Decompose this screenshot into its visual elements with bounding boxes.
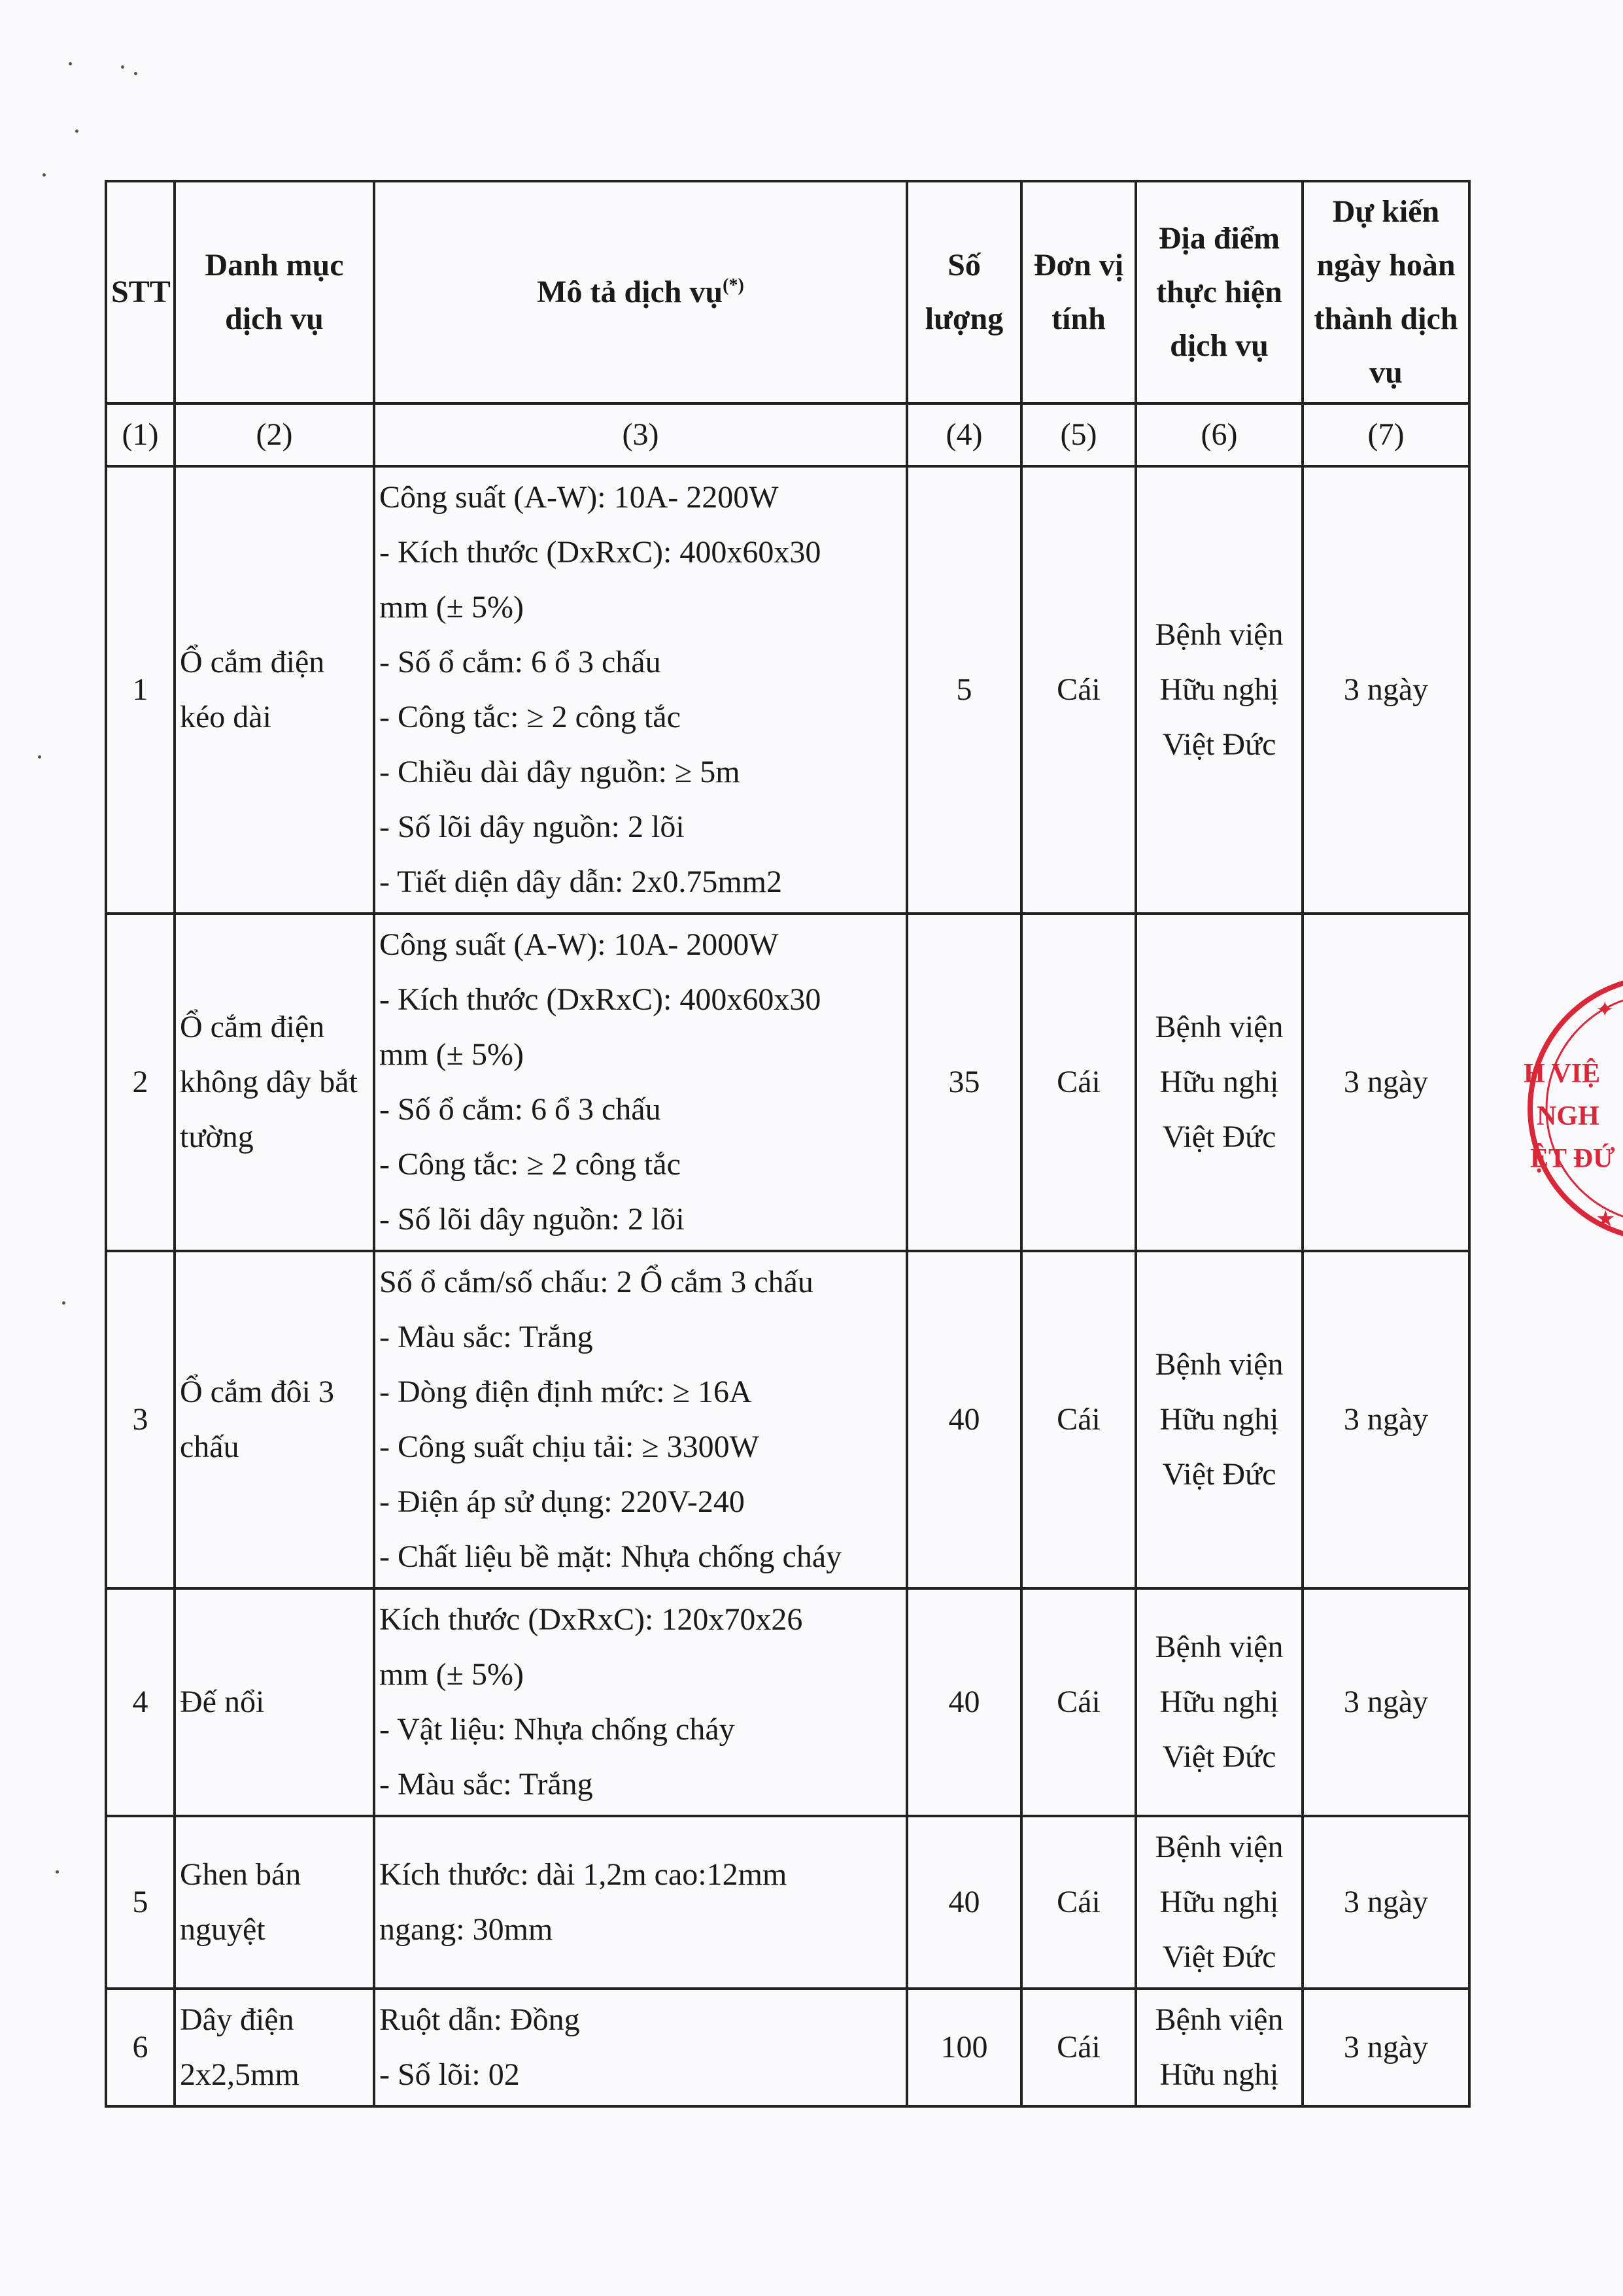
description-line: - Số lõi: 02 [379, 2057, 520, 2092]
scan-speck [56, 1870, 59, 1874]
col-number: (3) [374, 403, 907, 466]
description-line: ngang: 30mm [379, 1912, 553, 1947]
description-line: - Công suất chịu tải: ≥ 3300W [379, 1430, 759, 1464]
description-line: Số ổ cắm/số chấu: 2 Ổ cắm 3 chấu [379, 1265, 813, 1299]
description-line: Ruột dẫn: Đồng [379, 2002, 580, 2037]
scan-speck [69, 62, 72, 65]
cell-deadline: 3 ngày [1303, 914, 1469, 1251]
stamp-text-line: H VIỆ [1524, 1059, 1601, 1089]
cell-stt: 5 [106, 1816, 175, 1989]
cell-quantity: 100 [907, 1989, 1021, 2106]
header-unit: Đơn vị tính [1021, 181, 1136, 403]
cell-quantity: 40 [907, 1251, 1021, 1588]
cell-stt: 2 [106, 914, 175, 1251]
cell-category: Ghen bán nguyệt [175, 1816, 374, 1989]
description-line: - Công tắc: ≥ 2 công tắc [379, 1147, 681, 1182]
col-number: (6) [1136, 403, 1303, 466]
column-number-row [106, 403, 1469, 466]
description-line: mm (± 5%) [379, 1657, 524, 1692]
table-row [106, 1989, 1469, 2106]
table-row [106, 466, 1469, 914]
cell-description [374, 1816, 907, 1989]
table-row [106, 1588, 1469, 1816]
cell-quantity: 5 [907, 466, 1021, 914]
scan-speck [75, 129, 78, 133]
description-line: - Kích thước (DxRxC): 400x60x30 [379, 535, 821, 570]
table-body [106, 466, 1469, 2106]
cell-location: Bệnh viện Hữu nghị [1136, 1989, 1303, 2106]
description-line: - Màu sắc: Trắng [379, 1767, 593, 1802]
cell-deadline: 3 ngày [1303, 1251, 1469, 1588]
header-description-text: Mô tả dịch vụ [537, 275, 723, 309]
cell-deadline: 3 ngày [1303, 1989, 1469, 2106]
description-line: - Tiết diện dây dẫn: 2x0.75mm2 [379, 865, 782, 899]
cell-category: Ổ cắm điện không dây bắt tường [175, 914, 374, 1251]
header-stt: STT [106, 181, 175, 403]
cell-stt: 6 [106, 1989, 175, 2106]
cell-quantity: 40 [907, 1816, 1021, 1989]
scan-speck [43, 173, 46, 177]
header-description [374, 181, 907, 403]
cell-category: Ổ cắm điện kéo dài [175, 466, 374, 914]
description-line: - Số ổ cắm: 6 ổ 3 chấu [379, 645, 661, 679]
cell-stt: 4 [106, 1588, 175, 1816]
col-number: (7) [1303, 403, 1469, 466]
scan-speck [38, 755, 41, 759]
cell-deadline: 3 ngày [1303, 1588, 1469, 1816]
cell-description [374, 466, 907, 914]
cell-location: Bệnh viện Hữu nghị Việt Đức [1136, 466, 1303, 914]
description-line: Công suất (A-W): 10A- 2000W [379, 927, 779, 962]
header-row [106, 181, 1469, 403]
cell-location: Bệnh viện Hữu nghị Việt Đức [1136, 1588, 1303, 1816]
description-line: - Số ổ cắm: 6 ổ 3 chấu [379, 1092, 661, 1127]
description-line: - Số lõi dây nguồn: 2 lõi [379, 1202, 685, 1237]
scan-speck [121, 65, 124, 69]
stamp-text-line: ỆT ĐỨ [1530, 1144, 1615, 1174]
description-line: Kích thước (DxRxC): 120x70x26 [379, 1602, 803, 1637]
description-line: mm (± 5%) [379, 590, 524, 625]
description-line: Công suất (A-W): 10A- 2200W [379, 480, 779, 515]
cell-unit: Cái [1021, 914, 1136, 1251]
col-number: (5) [1021, 403, 1136, 466]
cell-description [374, 1989, 907, 2106]
cell-unit: Cái [1021, 1251, 1136, 1588]
cell-unit: Cái [1021, 466, 1136, 914]
table-row [106, 1251, 1469, 1588]
cell-stt: 3 [106, 1251, 175, 1588]
description-line: - Chất liệu bề mặt: Nhựa chống cháy [379, 1539, 842, 1574]
description-line: - Chiều dài dây nguồn: ≥ 5m [379, 755, 740, 789]
col-number: (4) [907, 403, 1021, 466]
cell-category: Đế nổi [175, 1588, 374, 1816]
cell-location: Bệnh viện Hữu nghị Việt Đức [1136, 1251, 1303, 1588]
description-line: mm (± 5%) [379, 1037, 524, 1072]
svg-text:✦: ✦ [1596, 997, 1614, 1023]
header-location: Địa điểm thực hiện dịch vụ [1136, 181, 1303, 403]
header-deadline: Dự kiến ngày hoàn thành dịch vụ [1303, 181, 1469, 403]
description-line: - Công tắc: ≥ 2 công tắc [379, 700, 681, 734]
col-number: (2) [175, 403, 374, 466]
header-quantity: Số lượng [907, 181, 1021, 403]
cell-deadline: 3 ngày [1303, 466, 1469, 914]
header-category: Danh mục dịch vụ [175, 181, 374, 403]
description-line: - Dòng điện định mức: ≥ 16A [379, 1375, 752, 1409]
description-line: Kích thước: dài 1,2m cao:12mm [379, 1857, 787, 1892]
cell-location: Bệnh viện Hữu nghị Việt Đức [1136, 1816, 1303, 1989]
cell-category: Dây điện 2x2,5mm [175, 1989, 374, 2106]
description-line: - Màu sắc: Trắng [379, 1320, 593, 1354]
table-row [106, 1816, 1469, 1989]
cell-stt: 1 [106, 466, 175, 914]
cell-description [374, 914, 907, 1251]
table-row [106, 914, 1469, 1251]
cell-location: Bệnh viện Hữu nghị Việt Đức [1136, 914, 1303, 1251]
cell-unit: Cái [1021, 1588, 1136, 1816]
scan-speck [62, 1301, 65, 1305]
header-description-sup: (*) [723, 275, 744, 296]
cell-description [374, 1588, 907, 1816]
cell-unit: Cái [1021, 1989, 1136, 2106]
scan-speck [134, 72, 137, 75]
cell-unit: Cái [1021, 1816, 1136, 1989]
description-line: - Vật liệu: Nhựa chống cháy [379, 1712, 735, 1747]
cell-deadline: 3 ngày [1303, 1816, 1469, 1989]
description-line: - Điện áp sử dụng: 220V-240 [379, 1484, 745, 1519]
red-seal-stamp [1524, 968, 1623, 1249]
cell-quantity: 40 [907, 1588, 1021, 1816]
cell-description [374, 1251, 907, 1588]
col-number: (1) [106, 403, 175, 466]
stamp-text-line: NGH [1537, 1101, 1599, 1131]
cell-category: Ổ cắm đôi 3 chấu [175, 1251, 374, 1588]
cell-quantity: 35 [907, 914, 1021, 1251]
description-line: - Số lõi dây nguồn: 2 lõi [379, 810, 685, 844]
svg-text:★: ★ [1596, 1206, 1616, 1232]
description-line: - Kích thước (DxRxC): 400x60x30 [379, 982, 821, 1017]
service-table [105, 180, 1471, 2108]
